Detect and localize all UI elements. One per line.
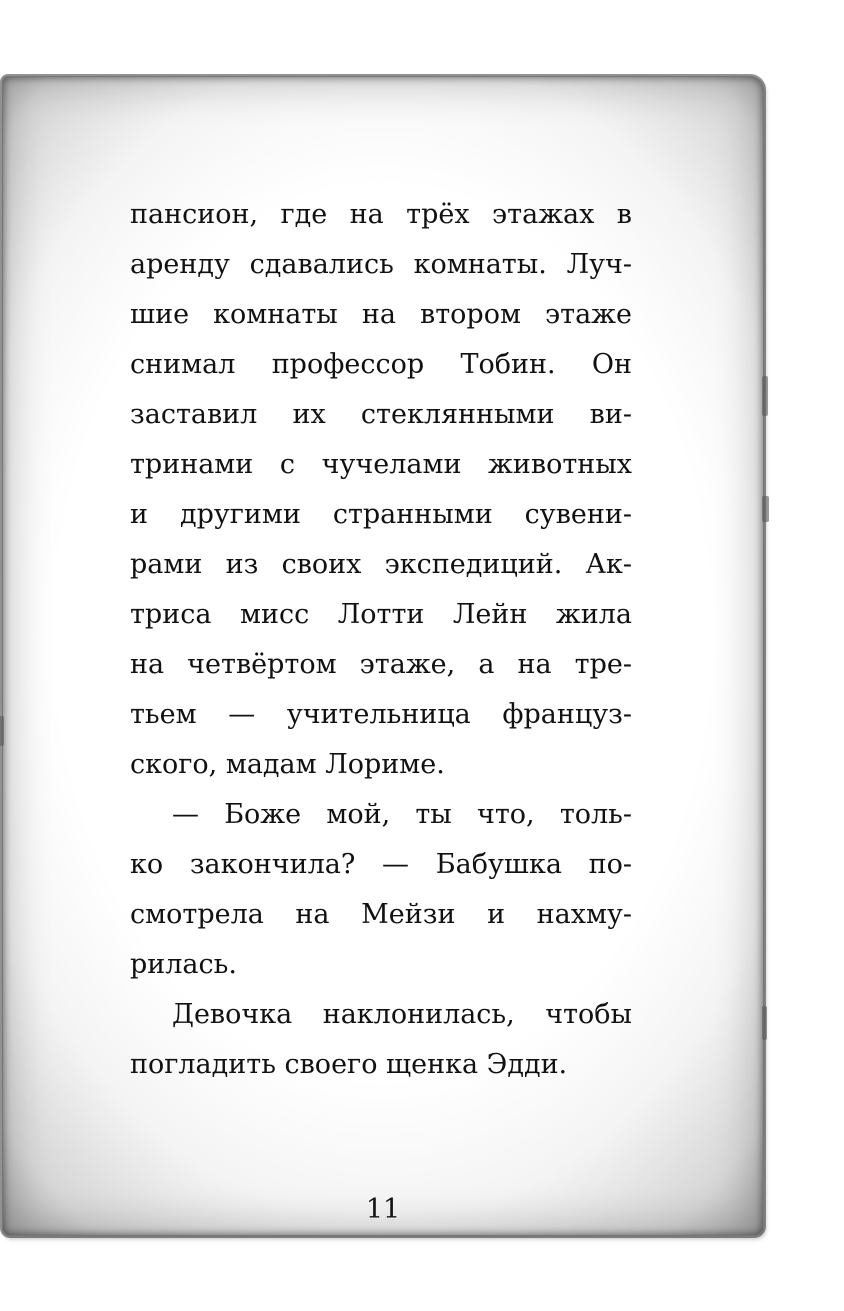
- text-line: погладить своего щенка Эдди.: [130, 1049, 568, 1080]
- body-text: [130, 190, 632, 1090]
- text-line: тьем — учительница француз-: [130, 699, 632, 730]
- text-line: ского, мадам Лориме.: [130, 749, 445, 780]
- page-edge-tear: [762, 376, 768, 416]
- page-edge-tear: [762, 1006, 767, 1040]
- text-line: и другими странными сувени-: [130, 499, 632, 530]
- text-line: пансион, где на трёх этажах в: [130, 199, 632, 230]
- text-line: на четвёртом этаже, а на тре-: [130, 649, 632, 680]
- text-line: рами из своих экспедиций. Ак-: [130, 549, 632, 580]
- text-line: снимал профессор Тобин. Он: [130, 349, 632, 380]
- text-line: смотрела на Мейзи и нахму-: [130, 899, 632, 930]
- text-line: аренду сдавались комнаты. Луч-: [130, 249, 632, 280]
- page-number: 11: [365, 1194, 401, 1225]
- text-line: шие комнаты на втором этаже: [130, 299, 632, 330]
- text-line: ко закончила? — Бабушка по-: [130, 849, 632, 880]
- text-line: тринами с чучелами животных: [130, 449, 632, 480]
- text-line: заставил их стеклянными ви-: [130, 399, 632, 430]
- text-line: Девочка наклонилась, чтобы: [172, 999, 632, 1030]
- page-edge-tear: [0, 716, 4, 746]
- text-line: рилась.: [130, 949, 237, 980]
- text-line: триса мисс Лотти Лейн жила: [130, 599, 632, 630]
- text-line: — Боже мой, ты что, толь-: [172, 799, 632, 830]
- page-edge-tear: [762, 496, 769, 522]
